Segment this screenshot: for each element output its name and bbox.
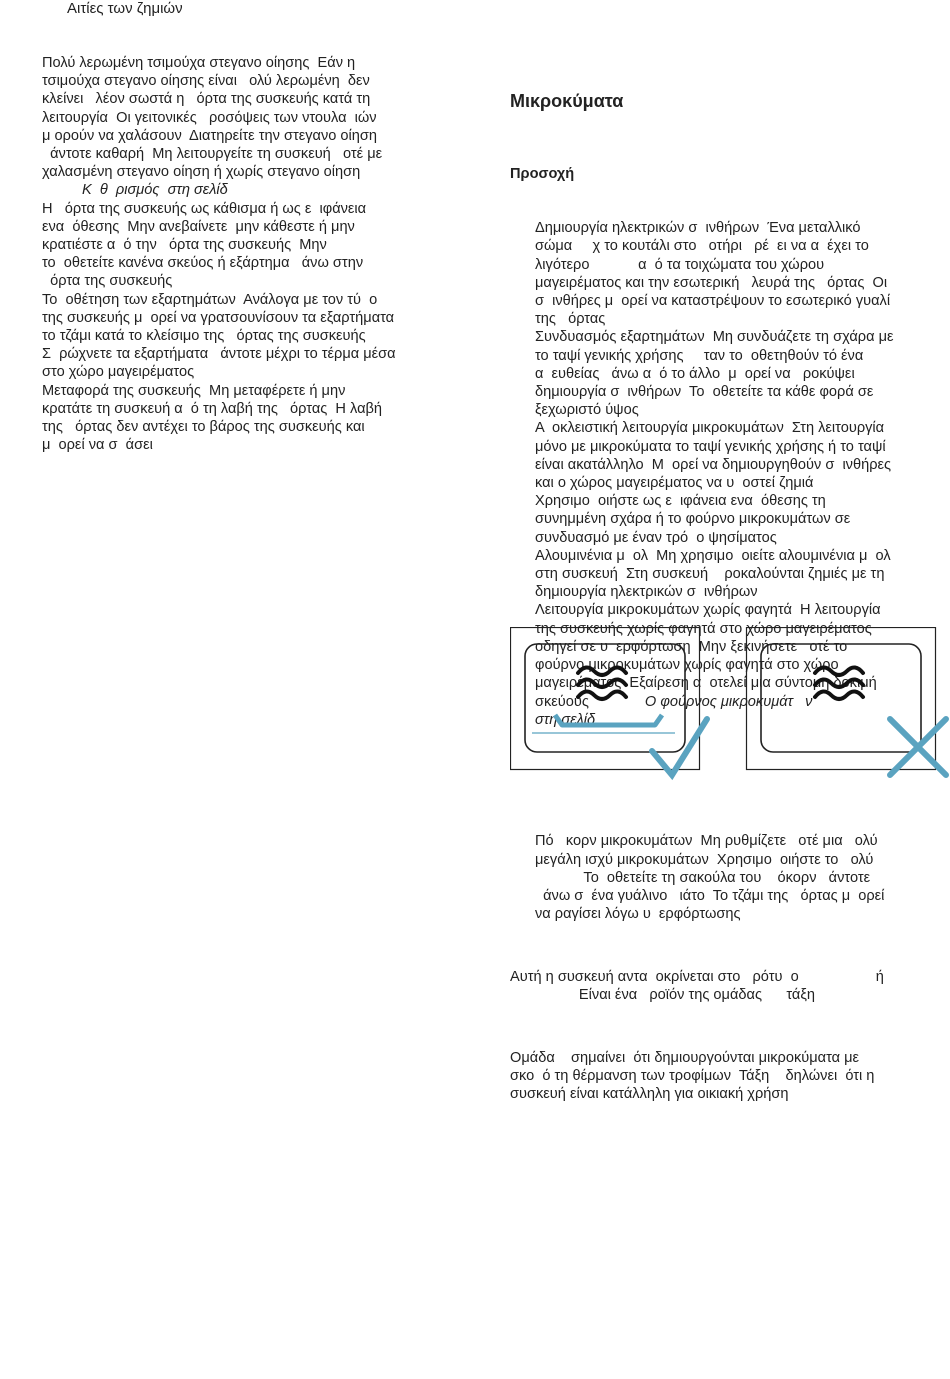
text-line: ενα όθεσης Μην ανεβαίνετε μην κάθεστε ή μην (42, 218, 355, 235)
text-line: άντοτε καθαρή Μη λειτουργείτε τη συσκευή οτέ με (42, 146, 383, 163)
text-line: Πό κορν μικροκυμάτων Μη ρυθμίζετε οτέ μια ολύ (535, 833, 878, 850)
text-line: μ ορεί να σ άσει (42, 437, 153, 454)
text-line: Αυτή η συσκευή αντα οκρίνεται στο ρότυ ο ή (510, 968, 884, 985)
text-line: Είναι ένα ροϊόν της ομάδας τάξη (510, 987, 815, 1004)
text-line: Το οθετείτε τη σακούλα του όκορν άντοτε (535, 869, 871, 886)
text-line: σκο ό τη θέρμανση των τροφίμων Τάξη δηλώνει ότι η (510, 1067, 875, 1084)
text-line: δημιουργία ηλεκτρικών σ ινθήρων (535, 584, 758, 601)
text-line: κρατιέστε α ό την όρτα της συσκευής Μην (42, 237, 327, 254)
figure-incorrect (747, 628, 947, 776)
bowl-icon (555, 715, 662, 725)
text-line: Συνδυασμός εξαρτημάτων Μη συνδυάζετε τη σχάρα με (535, 329, 894, 346)
text-line: συσκευή είναι κατάλληλη για οικιακή χρήση (510, 1086, 789, 1103)
checkmark-icon (652, 719, 707, 775)
product-standard-paragraph (510, 968, 884, 1004)
text-line: συνδυασμό με έναν τρό ο ψησίματος (535, 529, 777, 546)
text-line: Μεταφορά της συσκευής Μη μεταφέρετε ή μην (42, 382, 346, 399)
text-line: στη συσκευή Στη συσκευή ροκαλούνται ζημιές με τη (535, 566, 885, 583)
cross-reference: Κ θ ρισμός στη σελίδ (82, 182, 228, 199)
text-line: Αλουμινένια μ ολ Μη χρησιμο οιείτε αλουμινένια μ ολ (535, 547, 891, 564)
text-line: Α οκλειστική λειτουργία μικροκυμάτων Στη λειτουργία (535, 420, 885, 437)
text-line: Η όρτα της συσκευής ως κάθισμα ή ως ε ιφάνεια (42, 200, 367, 217)
text-line: το ταψί γενικής χρήσης ταν το οθετηθούν τό ένα (535, 347, 864, 364)
text-line: το τζάμι κατά το κλείσιμο της όρτας της συσκευής (42, 328, 366, 345)
microwave-figures (510, 627, 950, 787)
text-line: της συσκευής μ ορεί να γρατσουνίσουν τα εξαρτήματα (42, 309, 395, 326)
text-line: το οθετείτε κανένα σκεύος ή εξάρτημα άνω στην (42, 255, 364, 272)
microwave-waves-icon (815, 667, 863, 699)
figure-text (510, 796, 884, 1121)
text-line: στο χώρο μαγειρέματος (42, 364, 195, 381)
text-line: λειτουργία Οι γειτονικές ροσόψεις των ντουλα ιών (42, 109, 377, 126)
page-header: Αιτίες των ζημιών (67, 0, 183, 17)
text-line: ξεχωριστό ύψος (535, 402, 639, 419)
cross-icon (890, 719, 946, 775)
text-line: Πολύ λερωμένη τσιμούχα στεγανο οίησης Εάν η (42, 55, 356, 71)
text-line: Το οθέτηση των εξαρτημάτων Ανάλογα με τον τύ ο (42, 291, 378, 308)
text-line: της όρτας δεν αντέχει το βάρος της συσκευής και (42, 419, 365, 436)
microwave-waves-icon (578, 667, 626, 699)
cross-reference: Ο φούρνος μικροκυμάτ ν (644, 693, 813, 710)
text-line: όρτα της συσκευής (42, 273, 173, 290)
text-line: Χρησιμο οιήστε ως ε ιφάνεια ενα όθεσης τη (535, 493, 826, 510)
text-line: χαλασμένη στεγανο οίηση ή χωρίς στεγανο οίηση (42, 164, 361, 181)
left-column (42, 54, 396, 454)
text-line: Ομάδα σημαίνει ότι δημιουργούνται μικροκύματα με (510, 1049, 860, 1066)
text-line: μεγάλη ισχύ μικροκυμάτων Χρησιμο οιήστε το ολύ (535, 851, 874, 868)
text-line: μαγειρέματος Εξαίρεση α οτελεί μια σύντομη δοκιμή (535, 675, 877, 692)
text-line: άνω σ ένα γυάλινο ιάτο Το τζάμι της όρτας μ ορεί (535, 888, 885, 905)
text-line: μόνο με μικροκύματα το ταψί γενικής χρήσης ή το ταψί (535, 438, 886, 455)
group-class-paragraph (510, 1049, 884, 1104)
text-line: α ευθείας άνω α ό το άλλο μ ορεί να ροκύψει (535, 365, 855, 382)
text-line: κλείνει λέον σωστά η όρτα της συσκευής κατά τη (42, 91, 371, 108)
text-line: μαγειρέματος και την εσωτερική λευρά της όρτας Οι (535, 274, 888, 291)
cross-reference: στη σελίδ (535, 711, 596, 728)
text-line: είναι ακατάλληλο Μ ορεί να δημιουργηθούν σ ινθήρες (535, 456, 892, 473)
text-line: Λειτουργία μικροκυμάτων χωρίς φαγητά Η λειτουργία (535, 602, 881, 619)
text-line: της όρτας (535, 311, 606, 328)
section-title: Μικροκύματα (510, 91, 624, 112)
figure-correct (511, 628, 708, 776)
text-line: δημιουργία σ ινθήρων Το οθετείτε τα κάθε φορά σε (535, 384, 874, 401)
text-line: τσιμούχα στεγανο οίησης είναι ολύ λερωμένη δεν (42, 73, 370, 90)
text-line: σώμα χ το κουτάλι στο οτήρι ρέ ει να α έχει το (535, 238, 869, 255)
text-line: σ ινθήρες μ ορεί να καταστρέψουν το εσωτερικό γυαλί (535, 293, 891, 310)
text-line: συνημμένη σχάρα ή το φούρνο μικροκυμάτων σε (535, 511, 851, 528)
text-line: σκεύους (535, 693, 589, 710)
text-line: της συσκευής χωρίς φαγητά στο χώρο μαγειρέματος (535, 620, 872, 637)
text-line: λιγότερο α ό τα τοιχώματα του χώρου (535, 256, 825, 273)
text-line: κρατάτε τη συσκευή α ό τη λαβή της όρτας Η λαβή (42, 400, 383, 417)
text-line: Δημιουργία ηλεκτρικών σ ινθήρων Ένα μεταλλικό (535, 220, 861, 237)
text-line: φούρνο μικροκυμάτων χωρίς φαγητά στο χώρο (535, 657, 839, 674)
text-line: να ραγίσει λόγω υ ερφόρτωσης (535, 906, 741, 923)
text-line: και ο χώρος μαγειρέματος να υ οστεί ζημιά (535, 475, 814, 492)
popcorn-paragraph (510, 832, 884, 923)
caution-heading: Προσοχή (510, 165, 575, 182)
text-line: οδηγεί σε υ ερφόρτωση Μην ξεκινήσετε οτέ το (535, 638, 848, 655)
text-line: μ ορούν να χαλάσουν Διατηρείτε την στεγανο οίηση (42, 127, 378, 144)
text-line: Σ ρώχνετε τα εξαρτήματα άντοτε μέχρι το τέρμα μέσα (42, 346, 396, 363)
